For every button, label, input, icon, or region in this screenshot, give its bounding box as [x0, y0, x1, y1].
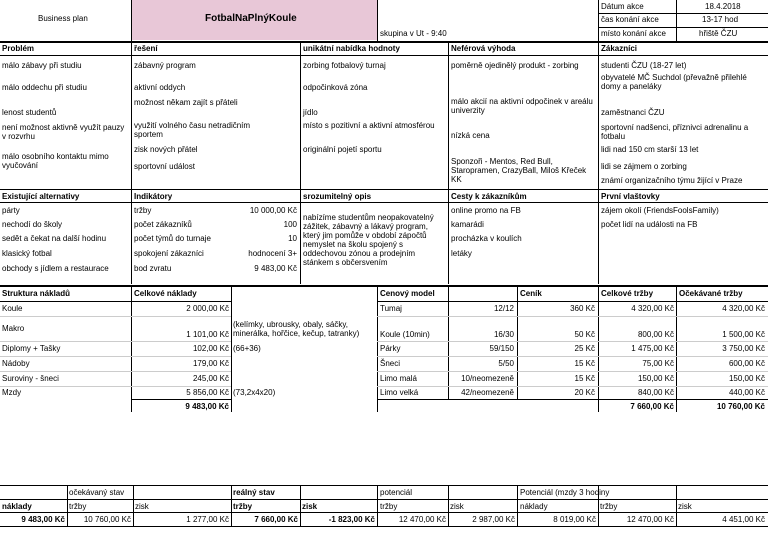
- solution-heading: řešení: [134, 44, 158, 53]
- list-item: lidi se zájmem o zorbing: [601, 162, 687, 171]
- pricing-model-heading: Cenový model: [380, 289, 435, 298]
- pricing-price-heading: Ceník: [520, 289, 542, 298]
- indicator-label: tržby: [134, 206, 152, 215]
- price-name: Koule (10min): [380, 330, 430, 339]
- price-total: 150,00 Kč: [637, 374, 674, 383]
- indicator-value: 10: [288, 234, 297, 243]
- summary-col: zisk: [678, 502, 692, 511]
- cost-value: 179,00 Kč: [192, 359, 229, 368]
- price-expected: 440,00 Kč: [728, 388, 765, 397]
- list-item: zábavný program: [134, 61, 196, 70]
- list-item: klasický fotbal: [2, 249, 52, 258]
- price-name: Tumaj: [380, 304, 402, 313]
- cost-value: 2 000,00 Kč: [186, 304, 229, 313]
- list-item: málo osobního kontaktu mimo vyučování: [2, 152, 109, 170]
- cost-name: Koule: [2, 304, 23, 313]
- list-item: obchody s jídlem a restaurace: [2, 264, 109, 273]
- unfair-heading: Neférová výhoda: [451, 44, 516, 53]
- place-value: hřiště ČZU: [699, 29, 738, 38]
- summary-group-potential: potenciál: [380, 488, 413, 497]
- cost-note: (kelímky, ubrousky, obaly, sáčky, minerálka, hořčice, kečup, tatranky): [233, 320, 360, 338]
- pricing-total-heading: Celkové tržby: [601, 289, 654, 298]
- list-item: zisk nových přátel: [134, 145, 198, 154]
- costs-total-value: 9 483,00 Kč: [185, 402, 229, 411]
- list-item: lidi nad 150 cm starší 13 let: [601, 145, 699, 154]
- costs-heading: Struktura nákladů: [2, 289, 71, 298]
- summary-group-potential-wages: Potenciál (mzdy 3 hodiny: [520, 488, 610, 497]
- pricing-expected-heading: Očekávané tržby: [679, 289, 743, 298]
- list-item: odpočinková zóna: [303, 83, 368, 92]
- place-label: místo konání akce: [601, 29, 666, 38]
- price-value: 20 Kč: [574, 388, 595, 397]
- list-item: jídlo: [303, 108, 318, 117]
- price-total: 1 475,00 Kč: [631, 344, 674, 353]
- indicator-value: 10 000,00 Kč: [249, 206, 297, 215]
- price-expected: 1 500,00 Kč: [722, 330, 765, 339]
- list-item: studenti ČZU (18-27 let): [601, 61, 687, 70]
- list-item: sportovní událost: [134, 162, 195, 171]
- price-value: 360 Kč: [570, 304, 595, 313]
- price-qty: 16/30: [493, 330, 514, 339]
- list-item: lenost studentů: [2, 108, 57, 117]
- list-item: málo zábavy při studiu: [2, 61, 82, 70]
- list-item: letáky: [451, 249, 472, 258]
- list-item: Sponzoři - Mentos, Red Bull, Staropramen, CrazyBall, Miloš Křeček KK: [451, 157, 587, 184]
- list-item: zaměstnanci ČZU: [601, 108, 665, 117]
- group-label: skupina v Ut - 9:40: [380, 29, 447, 38]
- list-item: nechodí do školy: [2, 220, 63, 229]
- summary-value: 10 760,00 Kč: [83, 515, 131, 524]
- list-item: málo akcií na aktivní odpočinek v areálu univerzity: [451, 97, 593, 115]
- list-item: využití volného času netradičním sportem: [134, 121, 251, 139]
- summary-group-expected: očekávaný stav: [69, 488, 125, 497]
- uvp-heading: unikátní nabídka hodnoty: [303, 44, 400, 53]
- price-expected: 150,00 Kč: [728, 374, 765, 383]
- summary-col: zisk: [135, 502, 149, 511]
- indicator-label: bod zvratu: [134, 264, 172, 273]
- costs-total-heading: Celkové náklady: [134, 289, 197, 298]
- summary-col: tržby: [233, 502, 253, 511]
- summary-value: 12 470,00 Kč: [398, 515, 446, 524]
- time-value: 13-17 hod: [702, 15, 739, 24]
- summary-value: 7 660,00 Kč: [254, 515, 298, 524]
- list-item: kamarádi: [451, 220, 484, 229]
- list-item: sportovní nadšenci, příznivci adrenalinu a fotbalu: [601, 123, 749, 141]
- business-plan-label: Business plan: [38, 14, 88, 23]
- pricing-expected-total-value: 10 760,00 Kč: [716, 402, 765, 411]
- time-label: čas konání akce: [601, 15, 659, 24]
- early-adopters-heading: První vlaštovky: [601, 192, 660, 201]
- summary-col: zisk: [302, 502, 318, 511]
- cost-name: Suroviny - šneci: [2, 374, 59, 383]
- price-expected: 600,00 Kč: [728, 359, 765, 368]
- cost-value: 1 101,00 Kč: [186, 330, 229, 339]
- price-name: Šneci: [380, 359, 401, 368]
- list-item: zorbing fotbalový turnaj: [303, 61, 386, 70]
- price-name: Párky: [380, 344, 401, 353]
- page-title: FotbalNaPlnýKoule: [205, 13, 297, 24]
- price-qty: 5/50: [498, 359, 514, 368]
- cost-value: 245,00 Kč: [192, 374, 229, 383]
- list-item: není možnost aktivně využít pauzy v rozvrhu: [2, 123, 125, 141]
- summary-col: tržby: [69, 502, 87, 511]
- cost-name: Diplomy + Tašky: [2, 344, 61, 353]
- indicator-label: spokojení zákazníci: [134, 249, 204, 258]
- customers-heading: Zákazníci: [601, 44, 638, 53]
- price-qty: 59/150: [489, 344, 514, 353]
- alternatives-heading: Existující alternativy: [2, 192, 80, 201]
- price-expected: 3 750,00 Kč: [722, 344, 765, 353]
- list-item: poměrně ojedinělý produkt - zorbing: [451, 61, 579, 70]
- price-value: 15 Kč: [574, 374, 595, 383]
- list-item: obyvatelé MČ Suchdol (převažně přilehlé domy a paneláky: [601, 73, 747, 91]
- date-label: Dátum akce: [601, 2, 644, 11]
- list-item: známí organizačního týmu žijící v Praze: [601, 176, 743, 185]
- summary-col: náklady: [2, 502, 32, 511]
- price-expected: 4 320,00 Kč: [722, 304, 765, 313]
- date-value: 18.4.2018: [705, 2, 741, 11]
- cost-value: 102,00 Kč: [192, 344, 229, 353]
- price-total: 840,00 Kč: [637, 388, 674, 397]
- price-total: 4 320,00 Kč: [631, 304, 674, 313]
- indicator-value: hodnocení 3+: [248, 249, 297, 258]
- list-item: zájem okolí (FriendsFoolsFamily): [601, 206, 719, 215]
- summary-col: tržby: [600, 502, 618, 511]
- list-item: místo s pozitivní a aktivní atmosférou: [303, 121, 435, 130]
- price-total: 75,00 Kč: [642, 359, 674, 368]
- summary-col: zisk: [450, 502, 464, 511]
- cost-name: Makro: [2, 324, 25, 333]
- list-item: nízká cena: [451, 131, 490, 140]
- price-qty: 42/neomezeně: [461, 388, 514, 397]
- price-qty: 12/12: [493, 304, 514, 313]
- list-item: párty: [2, 206, 20, 215]
- list-item: originální pojetí sportu: [303, 145, 382, 154]
- summary-value: 4 451,00 Kč: [722, 515, 765, 524]
- summary-value: 1 277,00 Kč: [186, 515, 229, 524]
- summary-col: náklady: [520, 502, 548, 511]
- cost-note: (66+36): [233, 344, 261, 353]
- price-value: 25 Kč: [574, 344, 595, 353]
- list-item: sedět a čekat na další hodinu: [2, 234, 107, 243]
- summary-value: 9 483,00 Kč: [21, 515, 65, 524]
- list-item: online promo na FB: [451, 206, 521, 215]
- summary-col: tržby: [380, 502, 398, 511]
- cost-note: (73,2x4x20): [233, 388, 276, 397]
- pitch-heading: srozumitelný opis: [303, 192, 372, 201]
- price-name: Limo velká: [380, 388, 419, 397]
- cost-name: Mzdy: [2, 388, 22, 397]
- price-value: 15 Kč: [574, 359, 595, 368]
- price-qty: 10/neomezeně: [461, 374, 514, 383]
- channels-heading: Cesty k zákazníkům: [451, 192, 527, 201]
- indicators-heading: Indikátory: [134, 192, 173, 201]
- summary-value: 8 019,00 Kč: [553, 515, 596, 524]
- cost-name: Nádoby: [2, 359, 30, 368]
- price-total: 800,00 Kč: [637, 330, 674, 339]
- list-item: procházka v koulích: [451, 234, 522, 243]
- pricing-total-value: 7 660,00 Kč: [630, 402, 674, 411]
- price-name: Limo malá: [380, 374, 417, 383]
- pitch-text: nabízíme studentům neopakovatelný zážitek, zábavný a lákavý program, který jim pomůže v období zápočtů nemyslet na školu spojený s oddechovou zónou a prodejním stánkem s občersvením: [303, 213, 434, 267]
- price-value: 50 Kč: [574, 330, 595, 339]
- summary-group-real: reálný stav: [233, 488, 275, 497]
- summary-value: 2 987,00 Kč: [472, 515, 515, 524]
- indicator-value: 9 483,00 Kč: [254, 264, 297, 273]
- list-item: aktivní oddych: [134, 83, 186, 92]
- cost-value: 5 856,00 Kč: [186, 388, 229, 397]
- indicator-label: počet týmů do turnaje: [134, 234, 211, 243]
- problem-heading: Problém: [2, 44, 35, 53]
- list-item: počet lidí na události na FB: [601, 220, 698, 229]
- summary-value: 12 470,00 Kč: [626, 515, 674, 524]
- summary-value: -1 823,00 Kč: [328, 515, 375, 524]
- indicator-label: počet zákazníků: [134, 220, 192, 229]
- list-item: možnost někam zajít s přáteli: [134, 98, 238, 107]
- list-item: málo oddechu při studiu: [2, 83, 87, 92]
- indicator-value: 100: [283, 220, 297, 229]
